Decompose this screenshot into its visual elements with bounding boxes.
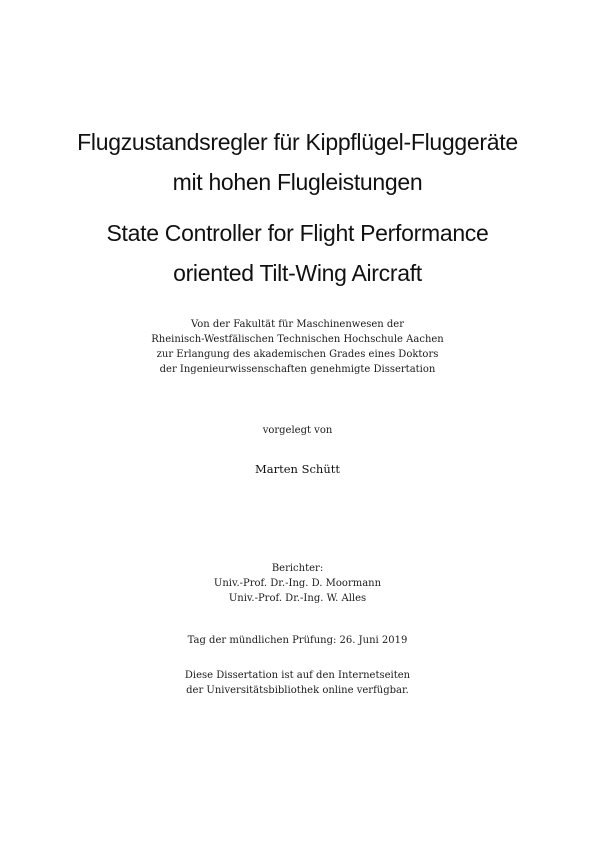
author-name: Marten Schütt (255, 462, 340, 476)
referees-heading: Berichter: (271, 563, 324, 574)
faculty-line-2: Rheinisch-Westfälischen Technischen Hochschule Aachen (151, 334, 444, 345)
publication-note (0, 668, 595, 698)
exam-date: Tag der mündlichen Prüfung: 26. Juni 2019 (187, 635, 408, 646)
presented-by-label (0, 423, 595, 438)
faculty-line-3: zur Erlangung des akademischen Grades eines Doktors (156, 349, 439, 360)
faculty-line-1: Von der Fakultät für Maschinenwesen der (190, 319, 405, 330)
publication-note-line-1: Diese Dissertation ist auf den Internetseiten (184, 670, 411, 681)
german-title-line-1: Flugzustandsregler für Kippflügel-Fluggeräte (77, 129, 518, 155)
english-title-line-1: State Controller for Flight Performance (106, 220, 489, 246)
faculty-statement (0, 317, 595, 377)
english-title (0, 213, 595, 293)
author-block (0, 461, 595, 477)
referee-1: Univ.-Prof. Dr.-Ing. D. Moormann (213, 578, 382, 589)
exam-date-block (0, 633, 595, 648)
presented-by-text: vorgelegt von (262, 425, 333, 436)
german-title (0, 122, 595, 202)
publication-note-line-2: der Universitätsbibliothek online verfügbar. (186, 685, 409, 696)
referees-block (0, 561, 595, 606)
english-title-line-2: oriented Tilt-Wing Aircraft (173, 260, 422, 286)
german-title-line-2: mit hohen Flugleistungen (172, 169, 423, 195)
faculty-line-4: der Ingenieurwissenschaften genehmigte Dissertation (159, 364, 436, 375)
referee-2: Univ.-Prof. Dr.-Ing. W. Alles (228, 593, 367, 604)
